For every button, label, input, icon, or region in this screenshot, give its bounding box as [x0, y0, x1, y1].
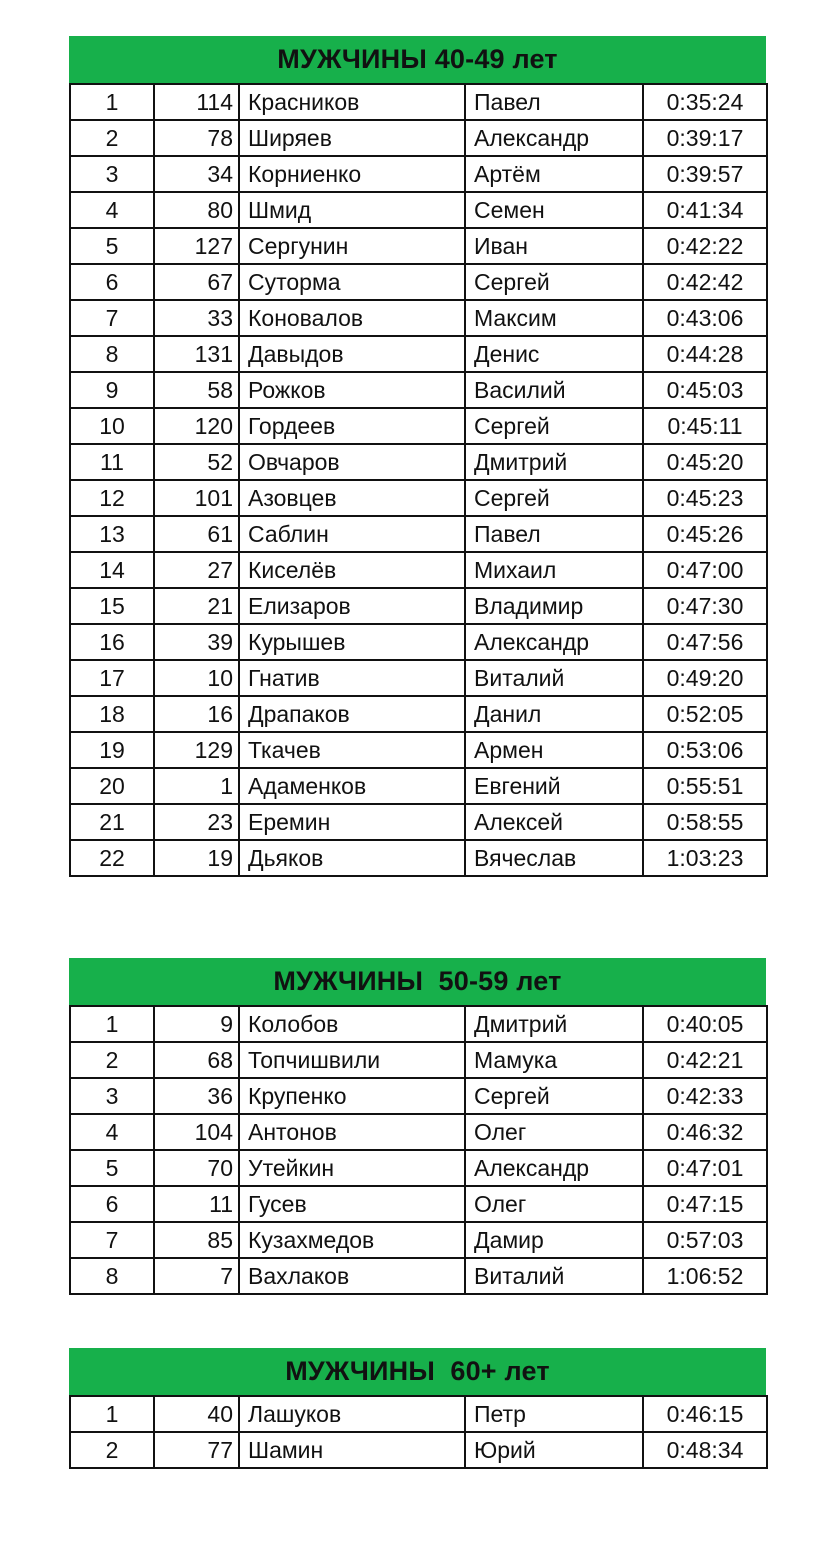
place-cell: 8 [70, 336, 154, 372]
last-name-cell: Утейкин [239, 1150, 465, 1186]
bib-number-cell: 19 [154, 840, 239, 876]
table-row [70, 732, 767, 768]
bib-number-cell: 85 [154, 1222, 239, 1258]
results-section-60-plus [69, 1348, 766, 1469]
results-table [69, 1005, 768, 1295]
last-name-cell: Гнатив [239, 660, 465, 696]
table-row [70, 552, 767, 588]
first-name-cell: Данил [465, 696, 643, 732]
first-name-cell: Армен [465, 732, 643, 768]
bib-number-cell: 39 [154, 624, 239, 660]
table-row [70, 840, 767, 876]
table-row [70, 768, 767, 804]
place-cell: 11 [70, 444, 154, 480]
table-row [70, 1258, 767, 1294]
results-table-body [70, 1396, 767, 1468]
bib-number-cell: 11 [154, 1186, 239, 1222]
first-name-cell: Александр [465, 1150, 643, 1186]
finish-time-cell: 0:47:15 [643, 1186, 767, 1222]
first-name-cell: Дмитрий [465, 444, 643, 480]
first-name-cell: Максим [465, 300, 643, 336]
last-name-cell: Саблин [239, 516, 465, 552]
finish-time-cell: 1:06:52 [643, 1258, 767, 1294]
bib-number-cell: 129 [154, 732, 239, 768]
finish-time-cell: 0:46:32 [643, 1114, 767, 1150]
place-cell: 3 [70, 156, 154, 192]
last-name-cell: Курышев [239, 624, 465, 660]
last-name-cell: Красников [239, 84, 465, 120]
finish-time-cell: 0:47:01 [643, 1150, 767, 1186]
place-cell: 17 [70, 660, 154, 696]
bib-number-cell: 61 [154, 516, 239, 552]
finish-time-cell: 0:45:20 [643, 444, 767, 480]
finish-time-cell: 0:39:17 [643, 120, 767, 156]
first-name-cell: Михаил [465, 552, 643, 588]
table-row [70, 444, 767, 480]
last-name-cell: Ткачев [239, 732, 465, 768]
place-cell: 10 [70, 408, 154, 444]
table-row [70, 624, 767, 660]
first-name-cell: Сергей [465, 1078, 643, 1114]
first-name-cell: Владимир [465, 588, 643, 624]
table-row [70, 228, 767, 264]
place-cell: 4 [70, 1114, 154, 1150]
place-cell: 2 [70, 1432, 154, 1468]
place-cell: 2 [70, 1042, 154, 1078]
place-cell: 14 [70, 552, 154, 588]
last-name-cell: Дьяков [239, 840, 465, 876]
first-name-cell: Александр [465, 120, 643, 156]
first-name-cell: Олег [465, 1186, 643, 1222]
finish-time-cell: 0:45:26 [643, 516, 767, 552]
finish-time-cell: 0:47:30 [643, 588, 767, 624]
last-name-cell: Драпаков [239, 696, 465, 732]
section-title: МУЖЧИНЫ 50-59 лет [69, 958, 766, 1005]
results-table-body [70, 84, 767, 876]
place-cell: 6 [70, 1186, 154, 1222]
first-name-cell: Артём [465, 156, 643, 192]
table-row [70, 300, 767, 336]
first-name-cell: Александр [465, 624, 643, 660]
bib-number-cell: 77 [154, 1432, 239, 1468]
first-name-cell: Дмитрий [465, 1006, 643, 1042]
bib-number-cell: 80 [154, 192, 239, 228]
table-row [70, 156, 767, 192]
last-name-cell: Суторма [239, 264, 465, 300]
place-cell: 8 [70, 1258, 154, 1294]
table-row [70, 696, 767, 732]
finish-time-cell: 0:42:21 [643, 1042, 767, 1078]
table-row [70, 1396, 767, 1432]
table-row [70, 1006, 767, 1042]
table-row [70, 1114, 767, 1150]
last-name-cell: Давыдов [239, 336, 465, 372]
first-name-cell: Виталий [465, 1258, 643, 1294]
bib-number-cell: 52 [154, 444, 239, 480]
last-name-cell: Киселёв [239, 552, 465, 588]
bib-number-cell: 16 [154, 696, 239, 732]
place-cell: 5 [70, 1150, 154, 1186]
finish-time-cell: 0:42:33 [643, 1078, 767, 1114]
finish-time-cell: 0:45:03 [643, 372, 767, 408]
first-name-cell: Иван [465, 228, 643, 264]
table-row [70, 336, 767, 372]
finish-time-cell: 0:35:24 [643, 84, 767, 120]
finish-time-cell: 0:40:05 [643, 1006, 767, 1042]
bib-number-cell: 9 [154, 1006, 239, 1042]
place-cell: 21 [70, 804, 154, 840]
first-name-cell: Василий [465, 372, 643, 408]
section-title: МУЖЧИНЫ 60+ лет [69, 1348, 766, 1395]
last-name-cell: Гордеев [239, 408, 465, 444]
finish-time-cell: 0:58:55 [643, 804, 767, 840]
last-name-cell: Кузахмедов [239, 1222, 465, 1258]
place-cell: 1 [70, 1006, 154, 1042]
first-name-cell: Дамир [465, 1222, 643, 1258]
table-row [70, 408, 767, 444]
bib-number-cell: 27 [154, 552, 239, 588]
first-name-cell: Виталий [465, 660, 643, 696]
bib-number-cell: 104 [154, 1114, 239, 1150]
results-table-body [70, 1006, 767, 1294]
first-name-cell: Сергей [465, 480, 643, 516]
bib-number-cell: 101 [154, 480, 239, 516]
place-cell: 6 [70, 264, 154, 300]
finish-time-cell: 0:42:22 [643, 228, 767, 264]
place-cell: 3 [70, 1078, 154, 1114]
table-row [70, 1042, 767, 1078]
bib-number-cell: 58 [154, 372, 239, 408]
first-name-cell: Павел [465, 516, 643, 552]
finish-time-cell: 0:41:34 [643, 192, 767, 228]
last-name-cell: Топчишвили [239, 1042, 465, 1078]
bib-number-cell: 23 [154, 804, 239, 840]
table-row [70, 588, 767, 624]
results-table [69, 1395, 768, 1469]
bib-number-cell: 78 [154, 120, 239, 156]
last-name-cell: Корниенко [239, 156, 465, 192]
first-name-cell: Петр [465, 1396, 643, 1432]
table-row [70, 660, 767, 696]
place-cell: 1 [70, 1396, 154, 1432]
first-name-cell: Мамука [465, 1042, 643, 1078]
finish-time-cell: 0:47:56 [643, 624, 767, 660]
finish-time-cell: 0:45:11 [643, 408, 767, 444]
bib-number-cell: 131 [154, 336, 239, 372]
first-name-cell: Семен [465, 192, 643, 228]
bib-number-cell: 67 [154, 264, 239, 300]
results-section-40-49 [69, 36, 766, 877]
place-cell: 22 [70, 840, 154, 876]
last-name-cell: Овчаров [239, 444, 465, 480]
first-name-cell: Алексей [465, 804, 643, 840]
last-name-cell: Вахлаков [239, 1258, 465, 1294]
place-cell: 4 [70, 192, 154, 228]
last-name-cell: Рожков [239, 372, 465, 408]
table-row [70, 84, 767, 120]
last-name-cell: Еремин [239, 804, 465, 840]
last-name-cell: Антонов [239, 1114, 465, 1150]
bib-number-cell: 120 [154, 408, 239, 444]
table-row [70, 264, 767, 300]
table-row [70, 804, 767, 840]
finish-time-cell: 0:53:06 [643, 732, 767, 768]
last-name-cell: Гусев [239, 1186, 465, 1222]
bib-number-cell: 33 [154, 300, 239, 336]
last-name-cell: Шмид [239, 192, 465, 228]
place-cell: 2 [70, 120, 154, 156]
first-name-cell: Олег [465, 1114, 643, 1150]
bib-number-cell: 10 [154, 660, 239, 696]
place-cell: 19 [70, 732, 154, 768]
bib-number-cell: 7 [154, 1258, 239, 1294]
table-row [70, 192, 767, 228]
table-row [70, 372, 767, 408]
bib-number-cell: 70 [154, 1150, 239, 1186]
finish-time-cell: 0:39:57 [643, 156, 767, 192]
finish-time-cell: 0:47:00 [643, 552, 767, 588]
place-cell: 7 [70, 300, 154, 336]
finish-time-cell: 0:46:15 [643, 1396, 767, 1432]
last-name-cell: Коновалов [239, 300, 465, 336]
place-cell: 20 [70, 768, 154, 804]
bib-number-cell: 1 [154, 768, 239, 804]
finish-time-cell: 0:55:51 [643, 768, 767, 804]
first-name-cell: Юрий [465, 1432, 643, 1468]
finish-time-cell: 0:48:34 [643, 1432, 767, 1468]
finish-time-cell: 1:03:23 [643, 840, 767, 876]
last-name-cell: Лашуков [239, 1396, 465, 1432]
finish-time-cell: 0:52:05 [643, 696, 767, 732]
place-cell: 5 [70, 228, 154, 264]
table-row [70, 1078, 767, 1114]
finish-time-cell: 0:43:06 [643, 300, 767, 336]
last-name-cell: Адаменков [239, 768, 465, 804]
first-name-cell: Павел [465, 84, 643, 120]
finish-time-cell: 0:57:03 [643, 1222, 767, 1258]
place-cell: 12 [70, 480, 154, 516]
first-name-cell: Денис [465, 336, 643, 372]
last-name-cell: Шамин [239, 1432, 465, 1468]
first-name-cell: Сергей [465, 408, 643, 444]
place-cell: 16 [70, 624, 154, 660]
finish-time-cell: 0:42:42 [643, 264, 767, 300]
section-title: МУЖЧИНЫ 40-49 лет [69, 36, 766, 83]
table-row [70, 120, 767, 156]
bib-number-cell: 40 [154, 1396, 239, 1432]
last-name-cell: Ширяев [239, 120, 465, 156]
table-row [70, 1150, 767, 1186]
bib-number-cell: 34 [154, 156, 239, 192]
first-name-cell: Евгений [465, 768, 643, 804]
results-table [69, 83, 768, 877]
last-name-cell: Азовцев [239, 480, 465, 516]
bib-number-cell: 127 [154, 228, 239, 264]
place-cell: 7 [70, 1222, 154, 1258]
last-name-cell: Крупенко [239, 1078, 465, 1114]
last-name-cell: Сергунин [239, 228, 465, 264]
bib-number-cell: 114 [154, 84, 239, 120]
first-name-cell: Вячеслав [465, 840, 643, 876]
finish-time-cell: 0:44:28 [643, 336, 767, 372]
place-cell: 1 [70, 84, 154, 120]
finish-time-cell: 0:49:20 [643, 660, 767, 696]
finish-time-cell: 0:45:23 [643, 480, 767, 516]
first-name-cell: Сергей [465, 264, 643, 300]
table-row [70, 1432, 767, 1468]
table-row [70, 480, 767, 516]
place-cell: 9 [70, 372, 154, 408]
table-row [70, 1222, 767, 1258]
bib-number-cell: 68 [154, 1042, 239, 1078]
table-row [70, 1186, 767, 1222]
results-section-50-59 [69, 958, 766, 1295]
place-cell: 18 [70, 696, 154, 732]
last-name-cell: Колобов [239, 1006, 465, 1042]
table-row [70, 516, 767, 552]
place-cell: 13 [70, 516, 154, 552]
place-cell: 15 [70, 588, 154, 624]
bib-number-cell: 36 [154, 1078, 239, 1114]
last-name-cell: Елизаров [239, 588, 465, 624]
bib-number-cell: 21 [154, 588, 239, 624]
